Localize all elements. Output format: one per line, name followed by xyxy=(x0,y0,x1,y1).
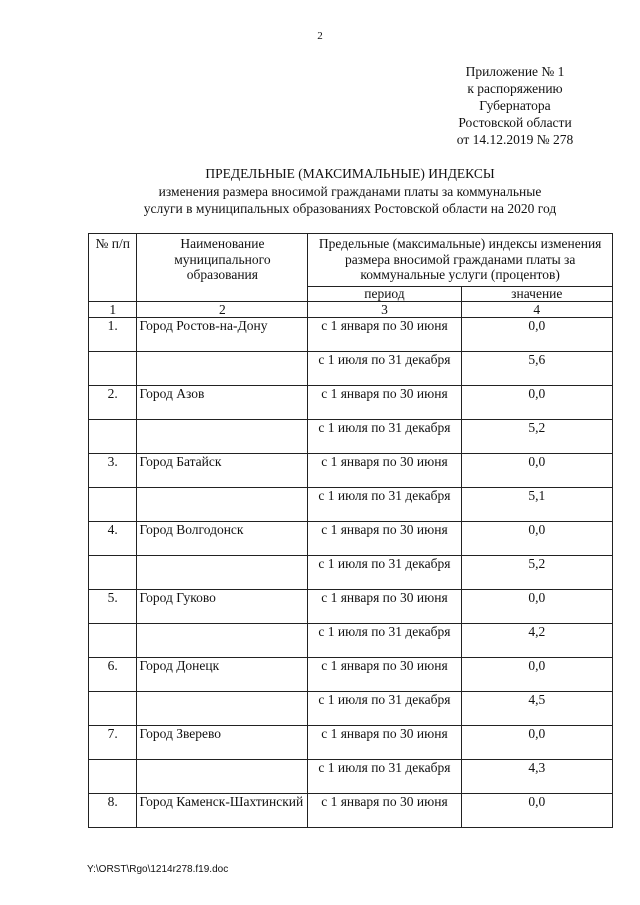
table-row xyxy=(89,522,613,556)
row-number xyxy=(89,624,137,658)
period-cell: с 1 января по 30 июня xyxy=(308,590,461,624)
period-cell: с 1 июля по 31 декабря xyxy=(308,760,461,794)
row-number xyxy=(89,556,137,590)
municipality-name xyxy=(137,352,308,386)
value-cell: 5,1 xyxy=(461,488,612,522)
value-cell: 5,2 xyxy=(461,556,612,590)
table-row xyxy=(89,692,613,726)
period-cell: с 1 января по 30 июня xyxy=(308,318,461,352)
file-path: Y:\ORST\Rgo\1214r278.f19.doc xyxy=(87,864,229,875)
value-cell: 0,0 xyxy=(461,658,612,692)
table-row xyxy=(89,386,613,420)
value-cell: 5,2 xyxy=(461,420,612,454)
value-cell: 4,2 xyxy=(461,624,612,658)
municipality-name: Город Азов xyxy=(137,386,308,420)
value-cell: 0,0 xyxy=(461,726,612,760)
row-number xyxy=(89,692,137,726)
appendix-line: к распоряжению xyxy=(467,81,563,96)
municipality-name xyxy=(137,556,308,590)
header-period: период xyxy=(308,287,461,302)
row-number: 6. xyxy=(89,658,137,692)
period-cell: с 1 июля по 31 декабря xyxy=(308,692,461,726)
appendix-line: Губернатора xyxy=(479,98,551,113)
header-name: Наименование муниципального образования xyxy=(137,234,308,302)
municipality-name xyxy=(137,692,308,726)
row-number xyxy=(89,352,137,386)
column-number: 3 xyxy=(308,302,461,318)
municipality-name xyxy=(137,760,308,794)
value-cell: 0,0 xyxy=(461,454,612,488)
table-row xyxy=(89,624,613,658)
table-row xyxy=(89,760,613,794)
row-number xyxy=(89,488,137,522)
appendix-block xyxy=(440,63,590,148)
table-row xyxy=(89,488,613,522)
municipality-name: Город Гуково xyxy=(137,590,308,624)
value-cell: 0,0 xyxy=(461,386,612,420)
table-row xyxy=(89,726,613,760)
document-subtitle xyxy=(0,183,640,217)
municipality-name: Город Донецк xyxy=(137,658,308,692)
appendix-line: Ростовской области xyxy=(458,115,572,130)
municipality-name: Город Каменск-Шахтинский xyxy=(137,794,308,828)
column-number: 2 xyxy=(137,302,308,318)
value-cell: 0,0 xyxy=(461,522,612,556)
period-cell: с 1 января по 30 июня xyxy=(308,386,461,420)
subtitle-line: изменения размера вносимой гражданами платы за коммунальные xyxy=(158,184,542,199)
row-number: 1. xyxy=(89,318,137,352)
subtitle-line: услуги в муниципальных образованиях Ростовской области на 2020 год xyxy=(143,201,557,216)
municipality-name: Город Батайск xyxy=(137,454,308,488)
header-value: значение xyxy=(461,287,612,302)
period-cell: с 1 января по 30 июня xyxy=(308,658,461,692)
value-cell: 0,0 xyxy=(461,590,612,624)
period-cell: с 1 января по 30 июня xyxy=(308,522,461,556)
period-cell: с 1 июля по 31 декабря xyxy=(308,556,461,590)
row-number: 7. xyxy=(89,726,137,760)
period-cell: с 1 июля по 31 декабря xyxy=(308,352,461,386)
page-number: 2 xyxy=(317,30,323,42)
row-number xyxy=(89,760,137,794)
appendix-line: Приложение № 1 xyxy=(465,64,565,79)
document-title: ПРЕДЕЛЬНЫЕ (МАКСИМАЛЬНЫЕ) ИНДЕКСЫ xyxy=(205,166,495,181)
municipality-name: Город Зверево xyxy=(137,726,308,760)
table-row xyxy=(89,556,613,590)
municipality-name xyxy=(137,488,308,522)
header-num: № п/п xyxy=(89,234,137,302)
column-number: 1 xyxy=(89,302,137,318)
value-cell: 0,0 xyxy=(461,794,612,828)
period-cell: с 1 января по 30 июня xyxy=(308,726,461,760)
row-number: 3. xyxy=(89,454,137,488)
table-row xyxy=(89,794,613,828)
municipality-name xyxy=(137,420,308,454)
table-row xyxy=(89,590,613,624)
row-number: 4. xyxy=(89,522,137,556)
table-row xyxy=(89,454,613,488)
value-cell: 0,0 xyxy=(461,318,612,352)
period-cell: с 1 января по 30 июня xyxy=(308,794,461,828)
row-number: 5. xyxy=(89,590,137,624)
period-cell: с 1 июля по 31 декабря xyxy=(308,420,461,454)
period-cell: с 1 июля по 31 декабря xyxy=(308,488,461,522)
indices-table xyxy=(88,233,613,828)
row-number: 2. xyxy=(89,386,137,420)
municipality-name: Город Ростов-на-Дону xyxy=(137,318,308,352)
column-number: 4 xyxy=(461,302,612,318)
header-indices: Предельные (максимальные) индексы изменения размера вносимой гражданами платы за коммунальные услуги (процентов) xyxy=(308,234,613,287)
period-cell: с 1 января по 30 июня xyxy=(308,454,461,488)
municipality-name: Город Волгодонск xyxy=(137,522,308,556)
appendix-line: от 14.12.2019 № 278 xyxy=(456,132,574,147)
row-number xyxy=(89,420,137,454)
value-cell: 5,6 xyxy=(461,352,612,386)
table-row xyxy=(89,318,613,352)
table-row xyxy=(89,658,613,692)
row-number: 8. xyxy=(89,794,137,828)
value-cell: 4,5 xyxy=(461,692,612,726)
municipality-name xyxy=(137,624,308,658)
table-row xyxy=(89,420,613,454)
period-cell: с 1 июля по 31 декабря xyxy=(308,624,461,658)
value-cell: 4,3 xyxy=(461,760,612,794)
table-row xyxy=(89,352,613,386)
